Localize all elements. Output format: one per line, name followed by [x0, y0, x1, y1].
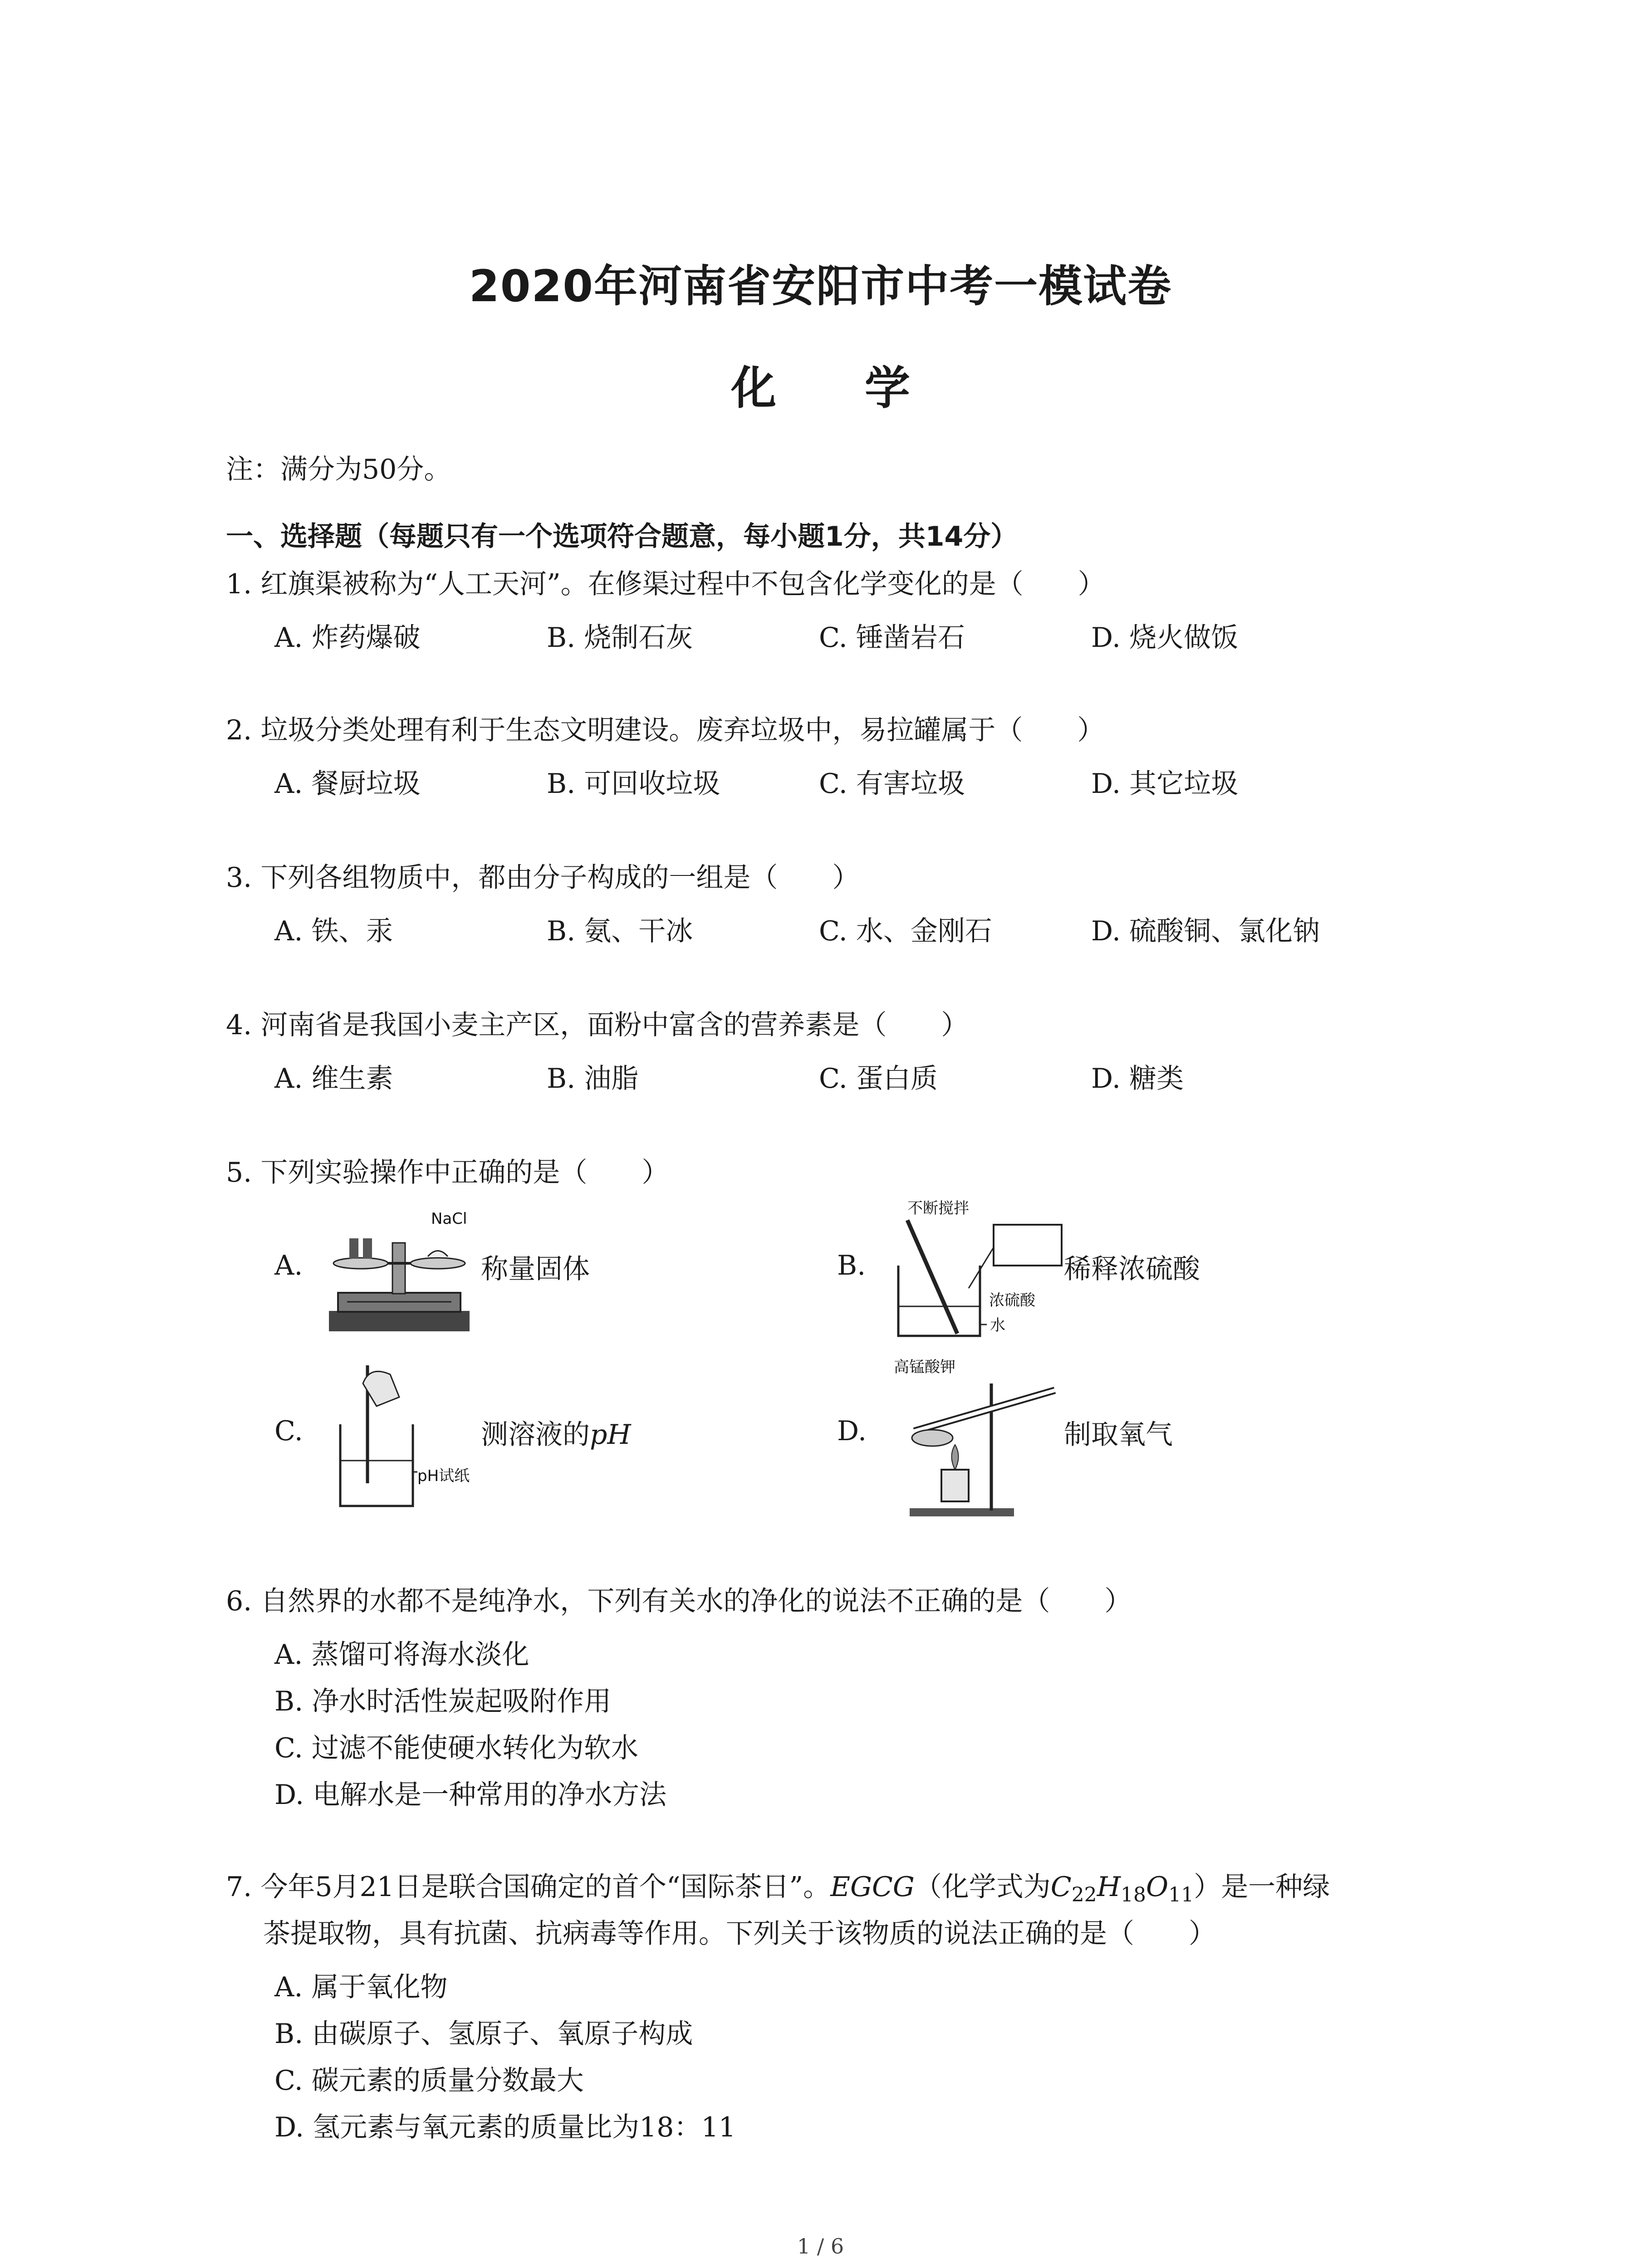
question-5-option-c-letter: C. — [274, 1415, 303, 1447]
question-2-option-b: B. 可回收垃圾 — [547, 768, 720, 800]
formula-h-count: 18 — [1121, 1883, 1146, 1906]
question-5-option-b-letter: B. — [837, 1250, 866, 1281]
ph-symbol: pH — [590, 1419, 631, 1451]
question-4-option-c: C. 蛋白质 — [819, 1063, 938, 1095]
question-3-stem: 3. 下列各组物质中，都由分子构成的一组是（ ） — [226, 862, 860, 894]
question-2-option-d: D. 其它垃圾 — [1091, 768, 1239, 800]
question-6-option-c: C. 过滤不能使硬水转化为软水 — [274, 1732, 638, 1764]
question-7-stem-line2: 茶提取物，具有抗菌、抗病毒等作用。下列关于该物质的说法正确的是（ ） — [263, 1918, 1216, 1950]
formula-o-count: 11 — [1168, 1883, 1194, 1906]
question-3-option-a: A. 铁、汞 — [274, 915, 393, 947]
question-6-stem: 6. 自然界的水都不是纯净水，下列有关水的净化的说法不正确的是（ ） — [226, 1585, 1132, 1617]
question-6-option-b: B. 净水时活性炭起吸附作用 — [274, 1686, 612, 1717]
conc-acid-label: 浓硫酸 — [989, 1291, 1035, 1310]
question-5-option-d-text: 制取氧气 — [1064, 1419, 1173, 1451]
question-6-option-a: A. 蒸馏可将海水淡化 — [274, 1639, 529, 1671]
question-1-option-a: A. 炸药爆破 — [274, 622, 421, 654]
score-note: 注：满分为50分。 — [226, 454, 451, 485]
question-7-option-a: A. 属于氧化物 — [274, 1971, 448, 2003]
question-5-option-b-text: 稀释浓硫酸 — [1064, 1253, 1200, 1285]
page-number: 1 / 6 — [797, 2234, 844, 2258]
kmno4-label: 高锰酸钾 — [894, 1358, 955, 1376]
question-7-option-c: C. 碳元素的质量分数最大 — [274, 2065, 584, 2097]
stir-label: 不断搅拌 — [907, 1199, 969, 1217]
formula-h: H — [1097, 1871, 1121, 1903]
formula-c-count: 22 — [1071, 1883, 1097, 1906]
formula-o: O — [1146, 1871, 1169, 1903]
question-5-option-a-letter: A. — [274, 1250, 303, 1281]
oxygen-prep-figure — [887, 1347, 1064, 1520]
question-5-option-c-text — [481, 1413, 631, 1452]
question-1-option-b: B. 烧制石灰 — [547, 622, 693, 654]
question-2-option-c: C. 有害垃圾 — [819, 768, 965, 800]
question-7-option-d: D. 氢元素与氧元素的质量比为18：11 — [274, 2112, 736, 2143]
nacl-label: NaCl — [431, 1210, 467, 1228]
question-4-option-b: B. 油脂 — [547, 1063, 639, 1095]
formula-c: C — [1050, 1871, 1072, 1903]
question-1-option-d: D. 烧火做饭 — [1091, 622, 1239, 654]
balance-figure — [324, 1202, 474, 1338]
question-5-option-c-prefix: 测溶液的 — [481, 1419, 590, 1451]
formula-intro: （化学式为 — [914, 1871, 1051, 1903]
ph-paper-label: pH试纸 — [417, 1467, 470, 1485]
subject-title: 化 学 — [731, 362, 946, 415]
question-5-stem: 5. 下列实验操作中正确的是（ ） — [226, 1157, 669, 1188]
question-7-stem — [226, 1871, 1330, 1911]
section-heading: 一、选择题（每题只有一个选项符合题意，每小题1分，共14分） — [226, 521, 1018, 552]
question-4-option-a: A. 维生素 — [274, 1063, 393, 1095]
dilution-figure — [889, 1198, 1066, 1343]
question-7-stem-start: 7. 今年5月21日是联合国确定的首个“国际茶日”。 — [226, 1871, 831, 1903]
question-1-stem: 1. 红旗渠被称为“人工天河”。在修渠过程中不包含化学变化的是（ ） — [226, 568, 1105, 600]
question-7-option-b: B. 由碳原子、氢原子、氧原子构成 — [274, 2018, 693, 2050]
egcg-name: EGCG — [830, 1871, 915, 1903]
ph-test-figure — [327, 1356, 499, 1510]
question-3-option-b: B. 氨、干冰 — [547, 915, 693, 947]
question-4-option-d: D. 糖类 — [1091, 1063, 1184, 1095]
water-label: 水 — [990, 1316, 1005, 1334]
question-7-stem-end: ）是一种绿 — [1194, 1871, 1330, 1903]
question-2-option-a: A. 餐厨垃圾 — [274, 768, 421, 800]
question-2-stem: 2. 垃圾分类处理有利于生态文明建设。废弃垃圾中，易拉罐属于（ ） — [226, 714, 1105, 746]
question-4-stem: 4. 河南省是我国小麦主产区，面粉中富含的营养素是（ ） — [226, 1009, 969, 1041]
question-3-option-c: C. 水、金刚石 — [819, 915, 992, 947]
question-1-option-c: C. 锤凿岩石 — [819, 622, 965, 654]
question-5-option-a-text: 称量固体 — [481, 1253, 590, 1285]
question-3-option-d: D. 硫酸铜、氯化钠 — [1091, 915, 1320, 947]
question-6-option-d: D. 电解水是一种常用的净水方法 — [274, 1779, 667, 1811]
question-5-option-d-letter: D. — [837, 1415, 867, 1447]
page-title: 2020年河南省安阳市中考一模试卷 — [469, 261, 1172, 312]
